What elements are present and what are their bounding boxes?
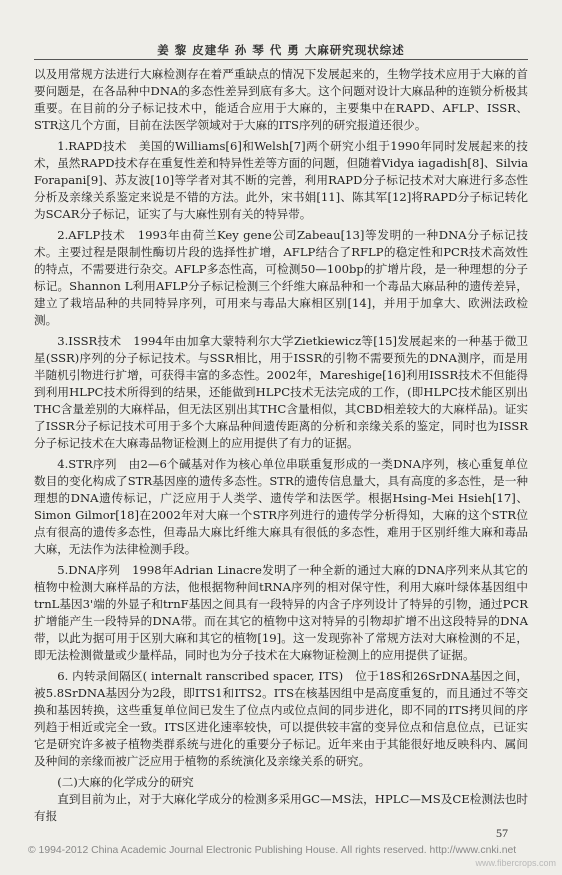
paragraph-str: 4.STR序列 由2—6个碱基对作为核心单位串联重复形成的一类DNA序列，核心重复单位数目的变化构成了STR基因座的遗传多态性。STR的遗传信息量大，具有高度的多态性，是一种理想的DNA遗传标记，广泛应用于人类学、遗传学和法医学。根据Hsing-Mei Hsieh[17]、Simon Gilmor[18]在2002年对大麻一个STR序列进行的遗传学分析得知，大麻的这个STR位点有很高的遗传多态性，但毒品大麻比纤维大麻具有很低的多态性，难用于区别纤维大麻和毒品大麻，无法作为法律检测手段。 (34, 457, 528, 556)
article-body (34, 66, 528, 825)
paragraph-aflp: 2.AFLP技术 1993年由荷兰Key gene公司Zabeau[13]等发明的一种DNA分子标记技术。主要过程是限制性酶切片段的选择性扩增，AFLP结合了RFLP的稳定性和PCR技术高效性的特点，不需要进行杂交。AFLP多态性高，可检测50—100bp的扩增片段，是一种理想的分子标记。Shannon L利用AFLP分子标记检测三个纤维大麻品种和一个毒品大麻品种的遗传差异，建立了栽培品种的共同特异序列，可用来与毒品大麻相区别[14]，并用于加拿大、欧洲法政检测。 (34, 228, 528, 327)
paragraph-rapd: 1.RAPD技术 美国的Williams[6]和Welsh[7]两个研究小组于1990年同时发展起来的技术，虽然RAPD技术存在重复性差和特异性差等方面的问题，但随着Vidya iagadish[8]、Silvia Forapani[9]、苏友波[10]等学者对其不断的完善，利用RAPD分子标记技术对大麻进行多态性分析及亲缘关系鉴定来说是不错的方法。此外，宋书娟[11]、陈其军[12]将RAPD分子标记转化为SCAR分子标记，证实了与大麻性别有关的特异带。 (34, 139, 528, 221)
paragraph-issr: 3.ISSR技术 1994年由加拿大蒙特利尔大学Zietkiewicz等[15]发展起来的一种基于微卫星(SSR)序列的分子标记技术。与SSR相比，用于ISSR的引物不需要预先的DNA测序，而是用半随机引物进行扩增，可获得丰富的多态性。2002年，Mareshige[16]利用ISSR技术不但能得到利用HLPC技术所得到的结果，还能做到HLPC技术无法完成的工作，(即HLPC技术能区别出THC含量差别的大麻样品，但无法区别出其THC含量相似，其CBD相差较大的大麻样品)。证实了ISSR分子标记技术可用于多个大麻品种间遗传距离的分析和亲缘关系的鉴定，同时也为ISSR分子标记技术在大麻毒品物证检测上的应用提供了有力的证据。 (34, 334, 528, 450)
header-rule (34, 59, 528, 60)
copyright-footer: © 1994-2012 China Academic Journal Electronic Publishing House. All rights reserved. http://www.cnki.net (28, 845, 517, 856)
page-number: 57 (496, 826, 508, 840)
running-header: 姜 黎 皮建华 孙 琴 代 勇 大麻研究现状综述 (157, 43, 405, 57)
watermark: www.fibercrops.com (475, 858, 556, 868)
paragraph: 直到目前为止，对于大麻化学成分的检测多采用GC—MS法，HPLC—MS及CE检测法也时有报 (34, 792, 528, 823)
paragraph-its: 6. 内转录间隔区( internalt ranscribed spacer, ITS) 位于18S和26SrDNA基因之间，被5.8SrDNA基因分为2段，即ITS1和ITS2。ITS在核基因组中是高度重复的，而且通过不等交换和基因转换，这些重复单位间已发生了位点内或位点间的同步进化，即不同的ITS拷贝间的序列趋于相近或完全一致。ITS区进化速率较快，可以提供较丰富的变异位点和信息位点，已证实它是研究许多被子植物类群系统与进化的重要分子标记。近年来由于其能很好地反映科内、属间及种间的亲缘而被广泛应用于植物的系统演化及亲缘关系的研究。 (34, 669, 528, 768)
paragraph-dna: 5.DNA序列 1998年Adrian Linacre发明了一种全新的通过大麻的DNA序列来从其它的植物中检测大麻样品的方法，他根据物种间tRNA序列的相对保守性，利用大麻叶绿体基因组中trnL基因3'端的外显子和trnF基因之间具有一段特异的内含子序列设计了特异的引物，通过PCR扩增能产生一段特异的DNA带。而在其它的植物中这对特异的引物却扩增不出这段特异的DNA带，以此为据可用于区别大麻和其它的植物[19]。这一发现弥补了常规方法对大麻检测的不足，即无法检测微量或少量样品，同时也为分子技术在大麻物证检测上的应用提供了证据。 (34, 563, 528, 662)
paragraph: 以及用常规方法进行大麻检测存在着严重缺点的情况下发展起来的，生物学技术应用于大麻的首要问题是，在各品种中DNA的多态性差异到底有多大。这个问题对设计大麻品种的连锁分析极其重要。在目前的分子标记技术中，能适合应用于大麻的，主要集中在RAPD、AFLP、ISSR、STR这几个方面，目前在法医学领域对于大麻的ITS序列的研究报道还很少。 (34, 67, 528, 132)
section-heading: (二)大麻的化学成分的研究 (57, 775, 194, 789)
